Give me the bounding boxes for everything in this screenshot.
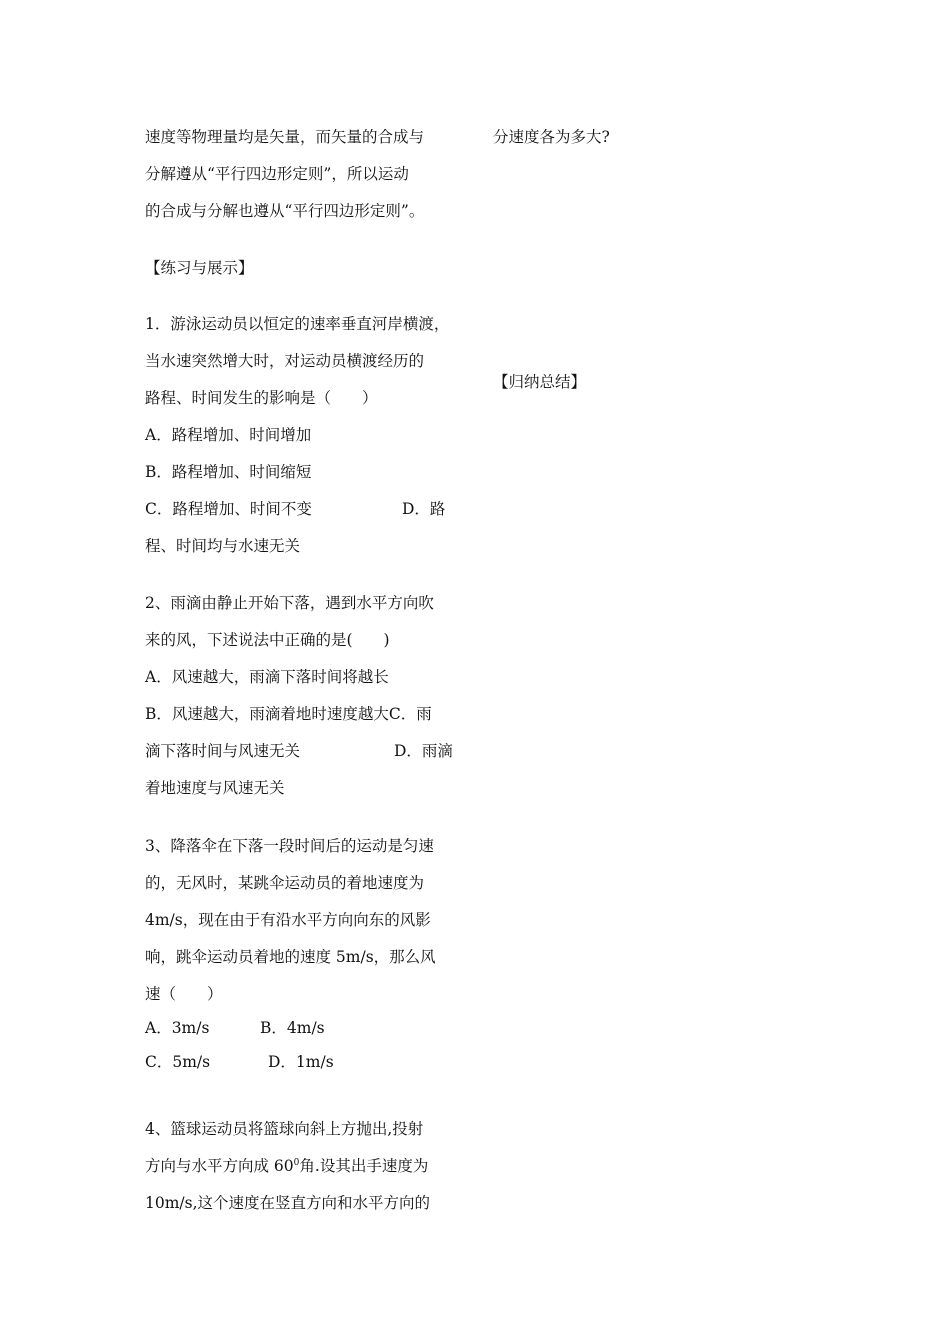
q1-line-3: 路程、时间发生的影响是（ ） [145, 389, 378, 407]
q1-option-d-head: D．路 [402, 500, 446, 518]
q2-option-d-head: D．雨滴 [394, 742, 453, 760]
q2-option-c-tail: 滴下落时间与风速无关 [145, 742, 301, 760]
right-continuation-text: 分速度各为多大? [493, 128, 610, 146]
q4-line-1: 4、篮球运动员将篮球向斜上方抛出,投射 [145, 1120, 424, 1138]
q2-option-a: A．风速越大，雨滴下落时间将越长 [145, 668, 389, 686]
q4-line-2-before: 方向与水平方向成 60 [145, 1157, 294, 1175]
q4-line-3: 10m/s,这个速度在竖直方向和水平方向的 [145, 1194, 431, 1212]
q4-line-2-after: 角.设其出手速度为 [299, 1157, 429, 1175]
q2-line-1: 2、雨滴由静止开始下落，遇到水平方向吹 [145, 594, 434, 612]
q1-option-a: A．路程增加、时间增加 [145, 426, 312, 444]
q4-line-2 [145, 1156, 428, 1176]
q3-option-d: D．1m/s [268, 1053, 334, 1071]
section-heading-summary: 【归纳总结】 [493, 373, 587, 391]
q3-line-5: 速（ ） [145, 985, 223, 1003]
q3-option-c: C．5m/s [145, 1053, 211, 1071]
section-heading-practice: 【练习与展示】 [145, 259, 254, 277]
intro-line-1: 速度等物理量均是矢量，而矢量的合成与 [145, 128, 425, 146]
q1-option-c: C．路程增加、时间不变 [145, 500, 312, 518]
q4-degree-superscript: 0 [293, 1157, 300, 1168]
q1-line-1: 1．游泳运动员以恒定的速率垂直河岸横渡， [145, 315, 450, 333]
q2-option-b-line: B．风速越大，雨滴着地时速度越大C．雨 [145, 705, 432, 723]
q3-line-2: 的，无风时，某跳伞运动员的着地速度为 [145, 874, 425, 892]
q3-line-4: 响，跳伞运动员着地的速度 5m/s，那么风 [145, 948, 436, 966]
q3-line-1: 3、降落伞在下落一段时间后的运动是匀速 [145, 837, 434, 855]
q2-option-d-tail: 着地速度与风速无关 [145, 779, 285, 797]
q1-option-b: B．路程增加、时间缩短 [145, 463, 312, 481]
q2-line-2: 来的风，下述说法中正确的是( ) [145, 631, 390, 649]
intro-line-3: 的合成与分解也遵从“平行四边形定则”。 [145, 202, 425, 220]
q3-line-3: 4m/s，现在由于有沿水平方向向东的风影 [145, 911, 431, 929]
q1-line-2: 当水速突然增大时，对运动员横渡经历的 [145, 352, 425, 370]
intro-line-2: 分解遵从“平行四边形定则”，所以运动 [145, 165, 409, 183]
q1-option-d-tail: 程、时间均与水速无关 [145, 537, 301, 555]
q3-option-b: B．4m/s [260, 1019, 325, 1037]
q3-option-a: A．3m/s [145, 1019, 210, 1037]
